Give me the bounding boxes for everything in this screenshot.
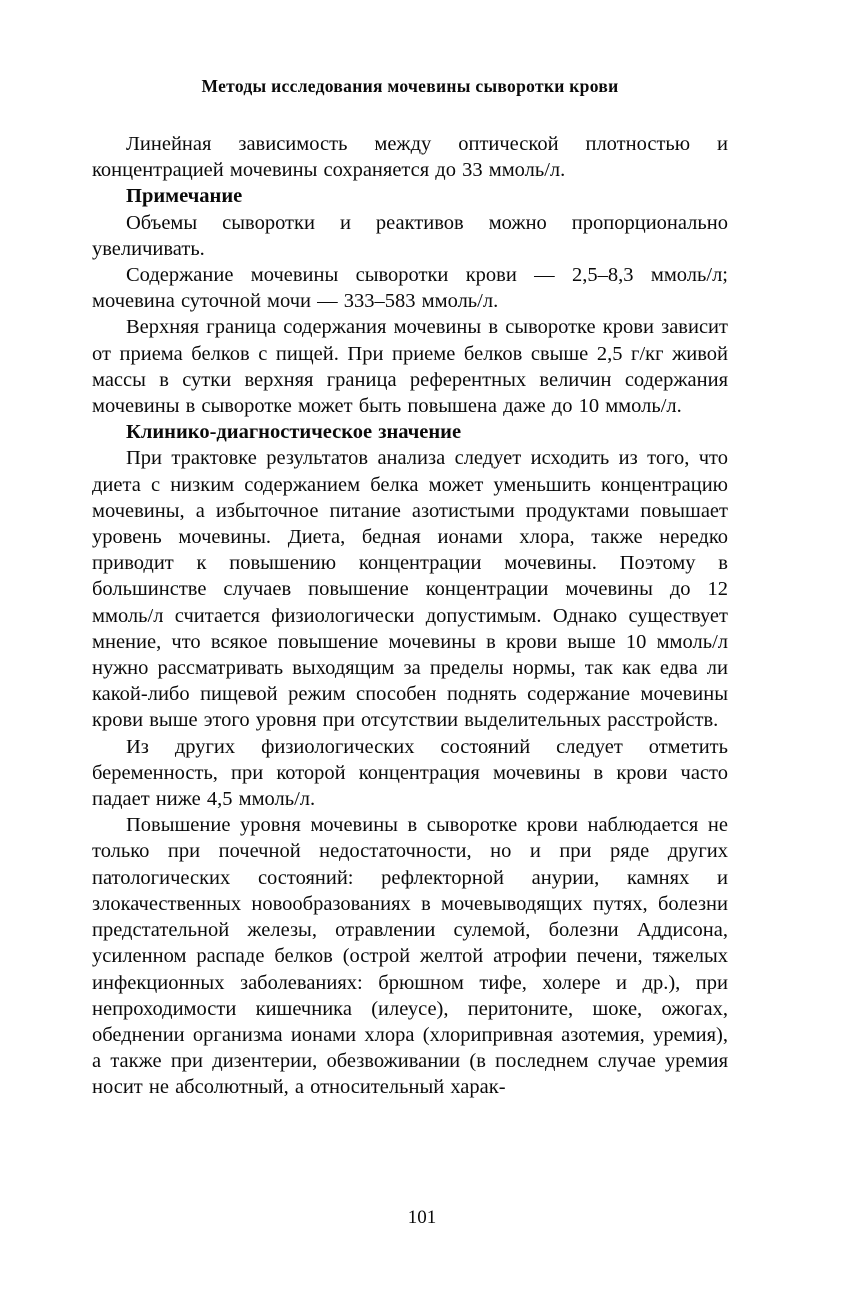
running-head: Методы исследования мочевины сыворотки крови <box>201 76 619 96</box>
paragraph: Линейная зависимость между оптической плотностью и концентрацией мочевины сохраняется до 33 ммоль/л. <box>92 133 728 182</box>
paragraph: Верхняя граница содержания мочевины в сыворотке крови зависит от приема белков с пищей. При приеме белков свыше 2,5 г/кг живой массы в сутки верхняя граница референтных величин содержания мочевины в сыворотке может быть повышена даже до 10 ммоль/л. <box>92 316 728 418</box>
page-number: 101 <box>407 1207 437 1228</box>
paragraph: Содержание мочевины сыворотки крови — 2,5–8,3 ммоль/л; мочевина суточной мочи — 333–583 ммоль/л. <box>92 264 728 313</box>
paragraph: Объемы сыворотки и реактивов можно пропорционально увеличивать. <box>92 211 728 260</box>
paragraph: Из других физиологических состояний следует отметить беременность, при которой концентрация мочевины в крови часто падает ниже 4,5 ммоль/л. <box>92 735 728 811</box>
text-block <box>92 76 728 1101</box>
paragraph: Повышение уровня мочевины в сыворотке крови наблюдается не только при почечной недостаточности, но и при ряде других патологических состояний: рефлекторной анурии, камнях и злокачественных новообразованиях в мочевыводящих путях, болезни предстательной железы, отравлении сулемой, болезни Аддисона, усиленном распаде белков (острой желтой атрофии печени, тяжелых инфекционных заболеваниях: брюшном тифе, холере и др.), при непроходимости кишечника (илеусе), перитоните, шоке, ожогах, обеднении организма ионами хлора (хлорипривная азотемия, уремия), а также при дизентерии, обезвоживании (в последнем случае уремия носит не абсолютный, а относительный харак- <box>92 814 728 1099</box>
section-heading: Клинико-диагностическое значение <box>126 421 462 444</box>
paragraph: При трактовке результатов анализа следует исходить из того, что диета с низким содержанием белка может уменьшить концентрацию мочевины, а избыточное питание азотистыми продуктами повышает уровень мочевины. Диета, бедная ионами хлора, также нередко приводит к повышению концентрации мочевины. Поэтому в большинстве случаев повышение концентрации мочевины до 12 ммоль/л считается физиологически допустимым. Однако существует мнение, что всякое повышение мочевины в крови выше 10 ммоль/л нужно рассматривать выходящим за пределы нормы, так как едва ли какой-либо пищевой режим способен поднять содержание мочевины крови выше этого уровня при отсутствии выделительных расстройств. <box>92 447 728 732</box>
section-heading: Примечание <box>126 185 243 208</box>
